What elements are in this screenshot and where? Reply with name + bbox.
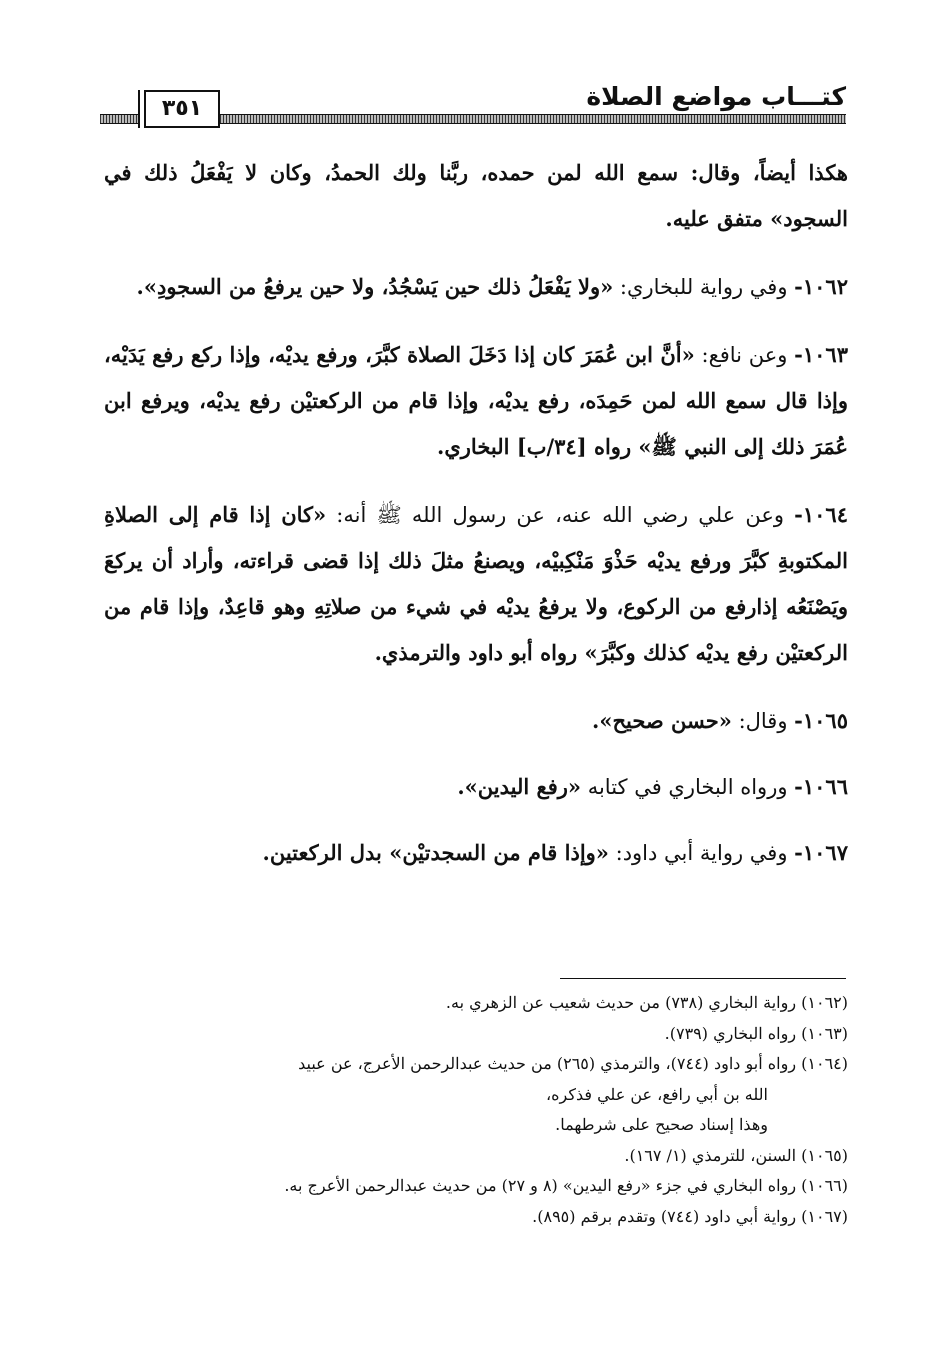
main-text — [104, 150, 848, 896]
page-header — [100, 78, 846, 130]
hadith-1063 — [104, 332, 848, 470]
paragraph-continuation — [104, 150, 848, 242]
hadith-text: «أنَّ ابن عُمَرَ كان إذا دَخَلَ الصلاة كبَّرَ، ورفع يديْه، وإذا ركع رفع يَدَيْه، وإذا قال سمع الله لمن حَمِدَه، رفع يديْه، وإذا قام من الركعتيْن رفع يديْه، ويرفع ابن عُمَرَ ذلك إلى النبي ﷺ» رواه [٣٤/ب] البخاري. — [104, 342, 848, 459]
hadith-text: «ولا يَفْعَلُ ذلك حين يَسْجُدُ، ولا حين يرفعُ من السجودِ». — [136, 274, 614, 299]
hadith-number: ١٠٦٣- — [794, 342, 848, 367]
book-title: كتـــاب مواضع الصلاة — [586, 82, 846, 111]
hadith-1066 — [104, 764, 848, 810]
hadith-text: هكذا أيضاً، وقال: سمع الله لمن حمده، ربَّنا ولك الحمدُ، وكان لا يَفْعَلُ ذلك في السجود» متفق عليه. — [104, 160, 848, 231]
footnote: (١٠٦٢) رواية البخاري (٧٣٨) من حديث شعيب عن الزهري به. — [445, 993, 848, 1012]
footnote: (١٠٦٦) رواه البخاري في جزء «رفع اليدين» (٨ و ٢٧) من حديث عبدالرحمن الأعرج به. — [284, 1176, 848, 1195]
hadith-intro: وعن نافع: — [694, 343, 795, 367]
footnote: (١٠٦٧) رواية أبي داود (٧٤٤) وتقدم برقم (٨٩٥). — [532, 1206, 848, 1226]
footnote: (١٠٦٥) السنن، للترمذي (١/ ١٦٧). — [624, 1145, 848, 1165]
footnotes — [104, 988, 848, 1232]
hadith-number: ١٠٦٢- — [794, 274, 848, 299]
hadith-text: «رفع اليدين». — [457, 774, 582, 799]
hadith-intro: وعن علي رضي الله عنه، عن رسول الله ﷺ أنه: — [326, 503, 795, 527]
hadith-number: ١٠٦٧- — [794, 840, 848, 865]
hadith-1062 — [104, 264, 848, 310]
hadith-text: «كان إذا قام إلى الصلاةِ المكتوبةِ كبَّرَ ورفع يديْه حَذْوَ مَنْكِبيْه، ويصنعُ مثلَ ذلك إذا قضى قراءته، وأراد أن يركعَ ويَصْنَعُه إذارفع من الركوع، ولا يرفعُ يديْه في شيء من صلاتِهِ وهو قاعِدٌ، وإذا قام من الركعتيْن رفع يديْه كذلك وكبَّرَ» رواه أبو داود والترمذي. — [104, 502, 848, 665]
hadith-intro: وقال: — [731, 709, 795, 733]
hadith-intro: ورواه البخاري في كتابه — [581, 775, 795, 799]
hadith-text: «وإذا قام من السجدتيْن» بدل الركعتين. — [262, 840, 609, 865]
footnote-continuation: وهذا إسناد صحيح على شرطهما. — [555, 1115, 768, 1134]
hadith-1067 — [104, 830, 848, 876]
hadith-number: ١٠٦٥- — [794, 708, 848, 733]
hadith-intro: وفي رواية للبخاري: — [613, 275, 795, 299]
footnote-divider — [560, 978, 846, 979]
hadith-number: ١٠٦٤- — [794, 502, 848, 527]
hadith-number: ١٠٦٦- — [794, 774, 848, 799]
hadith-intro: وفي رواية أبي داود: — [608, 841, 795, 865]
hadith-1064 — [104, 492, 848, 676]
hadith-1065 — [104, 698, 848, 744]
footnote: (١٠٦٤) رواه أبو داود (٧٤٤)، والترمذي (٢٦٥) من حديث عبدالرحمن الأعرج، عن عبيد — [298, 1054, 848, 1073]
hadith-text: «حسن صحيح». — [592, 708, 732, 733]
page-number: ٣٥١ — [144, 90, 220, 128]
footnote-continuation: الله بن أبي رافع، عن علي فذكره، — [545, 1084, 768, 1104]
footnote: (١٠٦٣) رواه البخاري (٧٣٩). — [664, 1023, 848, 1043]
